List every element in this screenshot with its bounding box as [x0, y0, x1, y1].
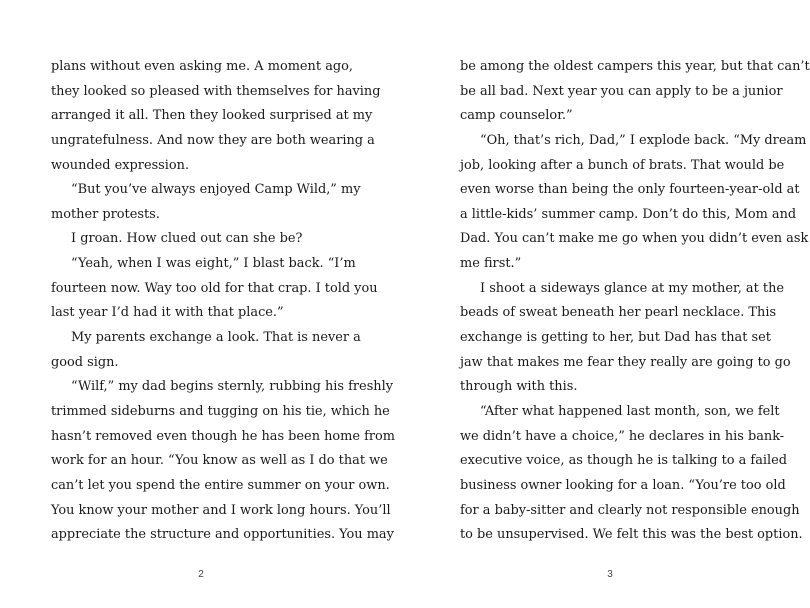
- text-line: wounded expression.: [51, 157, 190, 173]
- text-line: for a baby-sitter and clearly not responsible enough: [460, 502, 800, 518]
- text-line: “Yeah, when I was eight,” I blast back. “I’m: [71, 256, 356, 272]
- text-line: me first.”: [460, 256, 522, 272]
- text-line: work for an hour. “You know as well as I do that we: [51, 453, 388, 469]
- text-line: “After what happened last month, son, we felt: [480, 403, 780, 419]
- text-line: “But you’ve always enjoyed Camp Wild,” my: [71, 182, 361, 198]
- text-line: “Oh, that’s rich, Dad,” I explode back. “My dream: [480, 132, 807, 148]
- text-line: You know your mother and I work long hours. You’ll: [51, 502, 391, 518]
- text-line: I groan. How clued out can she be?: [71, 231, 303, 247]
- text-line: trimmed sideburns and tugging on his tie, which he: [51, 403, 390, 419]
- text-line: they looked so pleased with themselves for having: [51, 83, 381, 99]
- text-line: My parents exchange a look. That is never a: [71, 330, 361, 346]
- text-line: to be unsupervised. We felt this was the best option.: [460, 527, 803, 543]
- text-line: last year I’d had it with that place.”: [51, 305, 284, 321]
- text-line: “Wilf,” my dad begins sternly, rubbing his freshly: [71, 379, 394, 395]
- text-line: I shoot a sideways glance at my mother, at the: [480, 280, 785, 296]
- text-line: a little-kids’ summer camp. Don’t do this, Mom and: [460, 206, 797, 222]
- page-number-left: 2: [198, 569, 204, 580]
- text-line: Dad. You can’t make me go when you didn’t even ask: [460, 231, 809, 247]
- text-line: arranged it all. Then they looked surprised at my: [51, 108, 373, 124]
- text-line: beads of sweat beneath her pearl necklace. This: [460, 305, 777, 321]
- page-number-right: 3: [607, 569, 613, 580]
- text-line: be all bad. Next year you can apply to be a junior: [460, 83, 783, 99]
- text-line: job, looking after a bunch of brats. That would be: [460, 157, 785, 173]
- text-line: hasn’t removed even though he has been home from: [51, 428, 396, 444]
- text-line: plans without even asking me. A moment ago,: [51, 59, 353, 74]
- text-line: mother protests.: [51, 206, 160, 222]
- text-line: can’t let you spend the entire summer on your own.: [51, 477, 390, 493]
- text-line: jaw that makes me fear they really are going to go: [460, 354, 791, 370]
- left-page-text: [51, 55, 396, 548]
- text-line: through with this.: [460, 379, 578, 395]
- text-line: even worse than being the only fourteen-year-old at: [460, 182, 800, 198]
- right-page-text: [460, 55, 810, 548]
- text-line: business owner looking for a loan. “You’re too old: [460, 477, 786, 493]
- text-line: good sign.: [51, 354, 119, 370]
- text-line: we didn’t have a choice,” he declares in his bank-: [460, 428, 785, 444]
- text-line: ungratefulness. And now they are both wearing a: [51, 132, 375, 148]
- text-line: executive voice, as though he is talking to a failed: [460, 453, 788, 469]
- text-line: exchange is getting to her, but Dad has that set: [460, 330, 771, 346]
- text-line: camp counselor.”: [460, 108, 573, 124]
- text-line: appreciate the structure and opportunities. You may: [51, 527, 394, 543]
- text-line: be among the oldest campers this year, but that can’t: [460, 59, 810, 74]
- text-line: fourteen now. Way too old for that crap. I told you: [51, 280, 378, 296]
